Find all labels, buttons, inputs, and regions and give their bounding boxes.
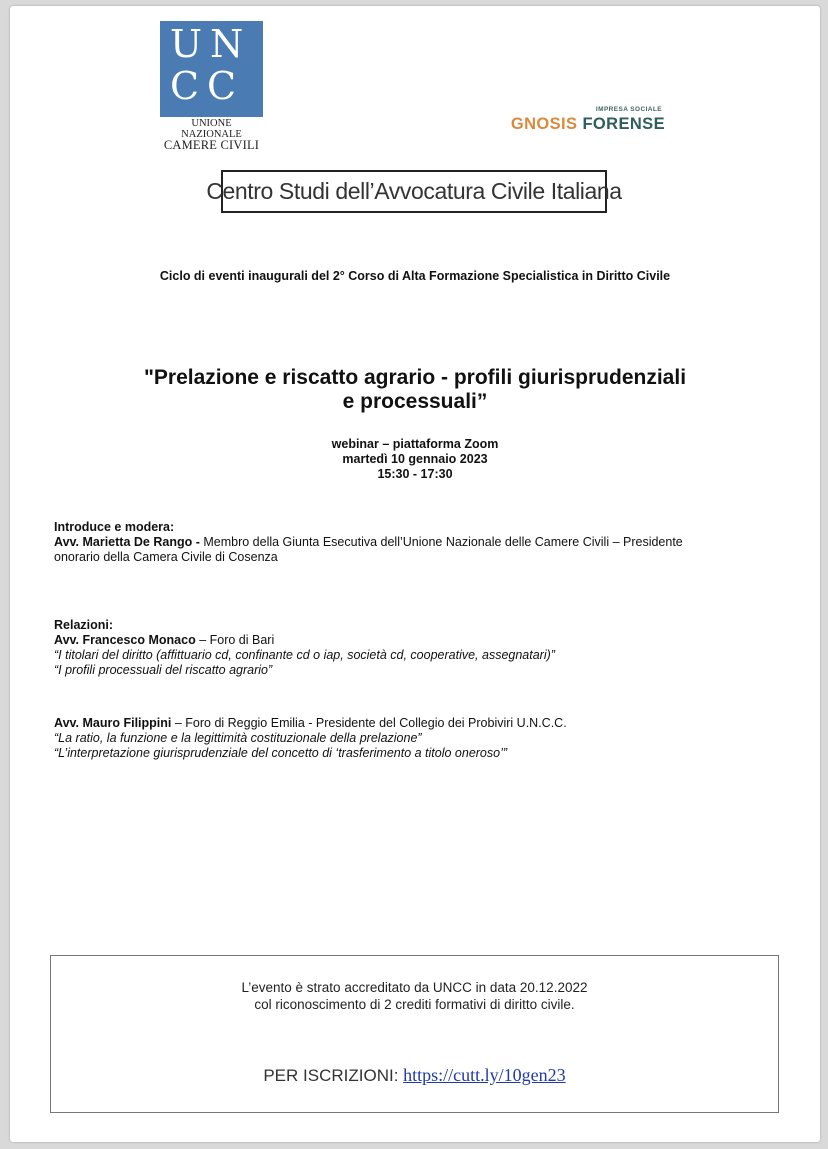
speaker-1-topic-2: “I profili processuali del riscatto agrario”	[54, 663, 273, 677]
speaker-2-topic-1: “La ratio, la funzione e la legittimità costituzionale della prelazione”	[54, 731, 422, 745]
accreditation-box	[50, 955, 779, 1113]
uncc-logo-caption	[160, 118, 263, 151]
registration-label: PER ISCRIZIONI:	[263, 1066, 404, 1085]
moderator-heading: Introduce e modera:	[54, 520, 175, 534]
relazioni-heading: Relazioni:	[54, 618, 114, 632]
event-details	[10, 437, 820, 482]
gnosis-tagline: IMPRESA SOCIALE	[595, 106, 662, 113]
relazioni-section	[54, 618, 774, 678]
speaker-1-affiliation: – Foro di Bari	[195, 633, 275, 647]
event-date: martedì 10 gennaio 2023	[342, 452, 488, 466]
uncc-caption-line1: UNIONE NAZIONALE	[181, 118, 242, 140]
uncc-logo-mark	[160, 21, 263, 117]
accreditation-line2: col riconoscimento di 2 crediti formativi di diritto civile.	[254, 997, 575, 1012]
moderator-line1	[54, 535, 774, 550]
event-mode: webinar – piattaforma Zoom	[331, 437, 499, 451]
speaker-2-name: Avv. Mauro Filippini	[54, 716, 172, 730]
gnosis-name-part2: FORENSE	[582, 115, 665, 133]
document-page	[10, 6, 820, 1142]
speaker-1	[54, 633, 774, 678]
speaker-2-affiliation: – Foro di Reggio Emilia - Presidente del Collegio dei Probiviri U.N.C.C.	[171, 716, 567, 730]
uncc-caption-line2: CAMERE CIVILI	[163, 138, 260, 152]
registration-line	[51, 1065, 778, 1086]
speaker-1-name: Avv. Francesco Monaco	[54, 633, 196, 647]
event-time: 15:30 - 17:30	[377, 467, 453, 481]
event-title-line2: e processuali”	[342, 390, 488, 413]
gnosis-name	[490, 115, 665, 134]
speaker-1-line	[54, 633, 774, 648]
gnosis-name-part1: GNOSIS	[510, 115, 578, 133]
registration-link[interactable]: https://cutt.ly/10gen23	[403, 1065, 566, 1085]
moderator-section	[54, 520, 774, 565]
uncc-logo	[160, 21, 270, 151]
accreditation-line1: L’evento è strato accreditato da UNCC in data 20.12.2022	[241, 980, 588, 995]
accreditation-text	[51, 979, 778, 1013]
speaker-1-topic-1: “I titolari del diritto (affittuario cd, confinante cd o iap, società cd, cooperative, assegnatari)”	[54, 648, 555, 662]
gnosis-forense-logo	[490, 106, 665, 134]
event-title-line1: "Prelazione e riscatto agrario - profili giurisprudenziali	[143, 366, 687, 389]
uncc-logo-letters: U N C C	[170, 22, 244, 108]
centro-studi-banner: Centro Studi dell’Avvocatura Civile Italiana	[221, 170, 607, 213]
moderator-name: Avv. Marietta De Rango -	[54, 535, 200, 549]
event-series-heading: Ciclo di eventi inaugurali del 2° Corso di Alta Formazione Specialistica in Diritto Civile	[159, 269, 671, 283]
event-title	[90, 366, 740, 414]
speaker-2-line	[54, 716, 774, 731]
moderator-role-line2: onorario della Camera Civile di Cosenza	[54, 550, 278, 564]
speaker-2-topic-2: “L’interpretazione giurisprudenziale del concetto di ‘trasferimento a titolo oneroso’”	[54, 746, 508, 760]
speaker-2	[54, 716, 774, 761]
moderator-role-line1: Membro della Giunta Esecutiva dell’Unione Nazionale delle Camere Civili – Presidente	[199, 535, 683, 549]
